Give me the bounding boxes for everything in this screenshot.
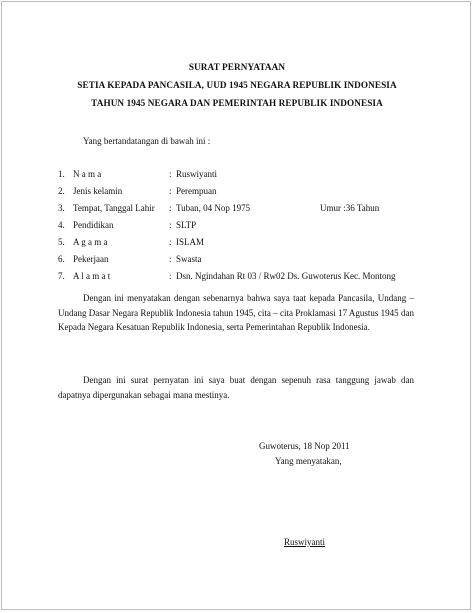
field-number: 7. bbox=[58, 271, 65, 281]
signatory-name: Ruswiyanti bbox=[284, 537, 326, 547]
field-label: A g a m a bbox=[73, 237, 108, 247]
field-label: Jenis kelamin bbox=[73, 186, 123, 196]
field-row-pekerjaan bbox=[58, 254, 438, 266]
field-value: SLTP bbox=[176, 220, 197, 230]
field-value: Tuban, 04 Nop 1975 bbox=[176, 203, 251, 213]
field-number: 4. bbox=[58, 220, 65, 230]
place-date: Guwoterus, 18 Nop 2011 bbox=[259, 441, 350, 451]
field-row-pendidikan bbox=[58, 220, 438, 232]
closing-paragraph: Dengan ini surat pernyatan ini saya buat dengan sepenuh rasa tanggung jawab dan dapatnya dipergunakan sebagai mana mestinya. bbox=[58, 375, 414, 400]
field-value: Ruswiyanti bbox=[176, 169, 218, 179]
field-row-jenis-kelamin bbox=[58, 186, 438, 198]
signatory-label: Yang menyatakan, bbox=[275, 456, 342, 466]
field-number: 5. bbox=[58, 237, 65, 247]
field-label: Pendidikan bbox=[73, 220, 114, 230]
field-label: Tempat, Tanggal Lahir bbox=[73, 203, 155, 213]
field-value: ISLAM bbox=[176, 237, 205, 247]
statement-paragraph: Dengan ini menyatakan dengan sebenarnya bahwa saya taat kepada Pancasila, Undang – Undang Dasar Negara Republik Indonesia tahun 1945, cita – cita Proklamasi 17 Agustus 1945 dan Kepada Negara Kesatuan Republik Indonesia, serta Pemerintahan Republik Indonesia. bbox=[58, 293, 414, 333]
field-colon: : bbox=[169, 169, 172, 179]
field-row-agama bbox=[58, 237, 438, 249]
field-colon: : bbox=[169, 220, 172, 230]
field-colon: : bbox=[169, 186, 172, 196]
field-label: N a m a bbox=[73, 169, 102, 179]
field-label: A l a m a t bbox=[73, 271, 111, 281]
field-number: 3. bbox=[58, 203, 65, 213]
field-row-nama bbox=[58, 169, 438, 181]
field-colon: : bbox=[169, 271, 172, 281]
field-value: Swasta bbox=[176, 254, 202, 264]
document-subtitle-line-2: TAHUN 1945 NEGARA DAN PEMERINTAH REPUBLIK INDONESIA bbox=[91, 98, 383, 108]
document-title: SURAT PERNYATAAN bbox=[188, 62, 286, 72]
field-number: 6. bbox=[58, 254, 65, 264]
field-age: Umur :36 Tahun bbox=[320, 203, 380, 213]
field-colon: : bbox=[169, 254, 172, 264]
field-number: 1. bbox=[58, 169, 65, 179]
document-subtitle-line-1: SETIA KEPADA PANCASILA, UUD 1945 NEGARA REPUBLIK INDONESIA bbox=[77, 80, 397, 90]
field-value: Dsn. Ngindahan Rt 03 / Rw02 Ds. Guwoterus Kec. Montong bbox=[176, 271, 396, 281]
field-colon: : bbox=[169, 237, 172, 247]
field-row-tempat-tanggal-lahir bbox=[58, 203, 438, 215]
field-label: Pekerjaan bbox=[73, 254, 109, 264]
field-value: Perempuan bbox=[176, 186, 217, 196]
field-row-alamat bbox=[58, 271, 438, 283]
field-number: 2. bbox=[58, 186, 65, 196]
field-colon: : bbox=[169, 203, 172, 213]
intro-text: Yang bertandatangan di bawah ini : bbox=[83, 136, 211, 146]
